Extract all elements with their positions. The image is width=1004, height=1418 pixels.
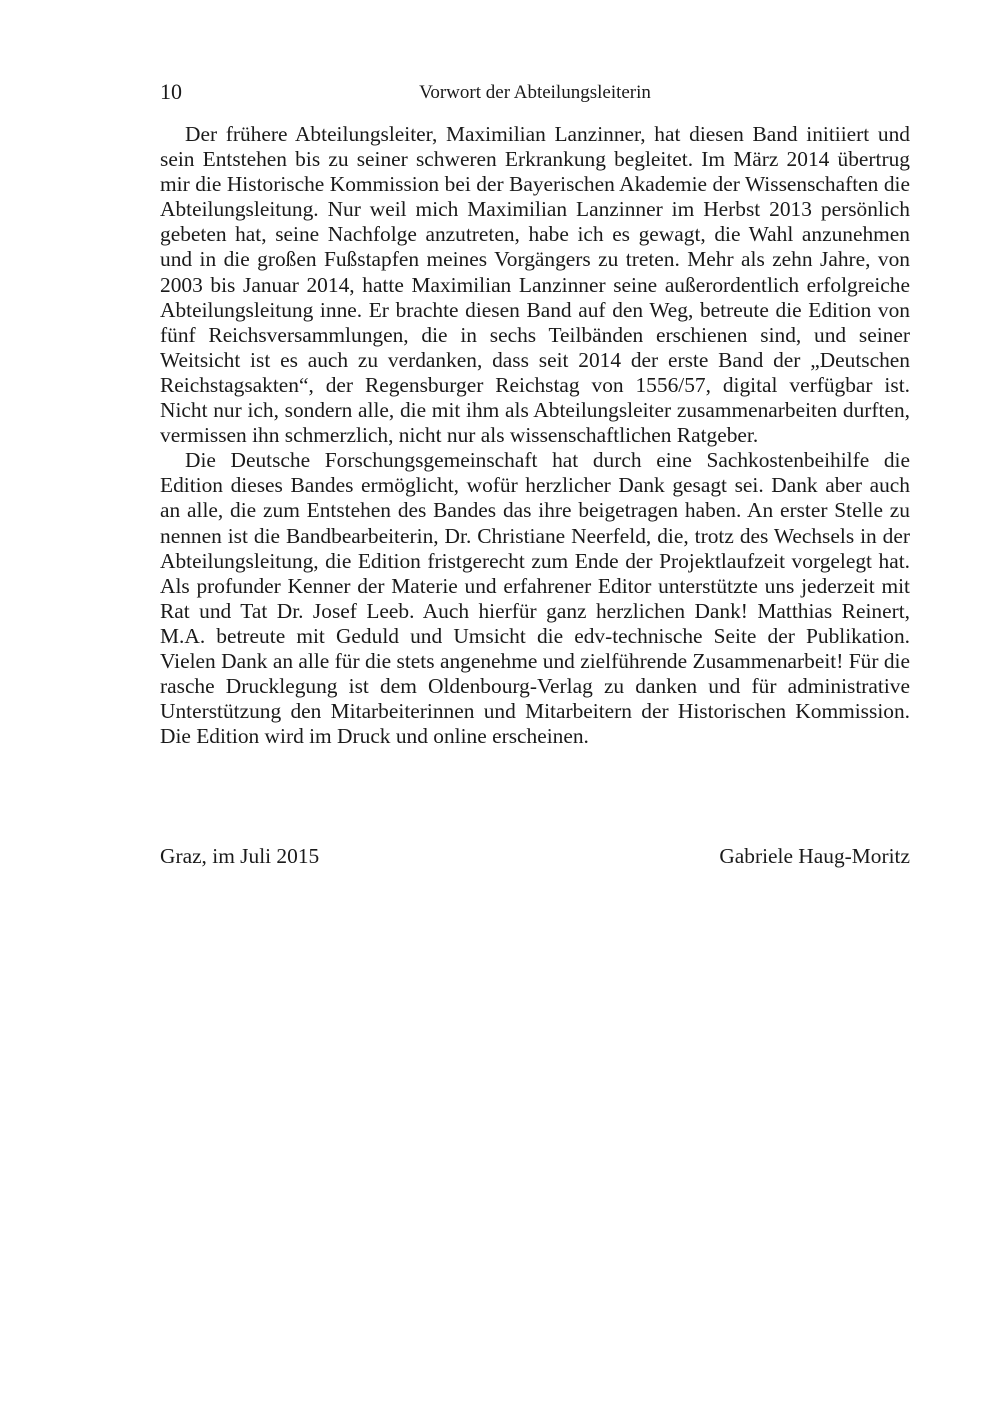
running-head xyxy=(160,78,910,106)
body-text xyxy=(160,122,910,749)
author-signature: Gabriele Haug-Moritz xyxy=(719,844,910,868)
place-date: Graz, im Juli 2015 xyxy=(160,844,320,868)
paragraph-1: Der frühere Abteilungsleiter, Maximilian Lanzinner, hat diesen Band initiiert und sein Entstehen bis zu seiner schweren Erkrankung begleitet. Im März 2014 übertrug mir die Historische Kommission bei der Bayerischen Akademie der Wissenschaften die Abteilungsleitung. Nur weil mich Maximilian Lanzinner im Herbst 2013 persönlich gebeten hat, seine Nachfolge anzutreten, habe ich es gewagt, die Wahl anzunehmen und in die großen Fußstapfen meines Vorgängers zu treten. Mehr als zehn Jahre, von 2003 bis Januar 2014, hatte Maximilian Lanzinner seine außerordentlich erfolgreiche Abteilungsleitung inne. Er brachte diesen Band auf den Weg, betreute die Edition von fünf Reichsversammlungen, die in sechs Teilbänden erschienen sind, und seiner Weitsicht ist es auch zu verdanken, dass seit 2014 der erste Band der „Deutschen Reichstagsakten“, der Regensburger Reichstag von 1556/57, digital verfügbar ist. Nicht nur ich, sondern alle, die mit ihm als Abteilungsleiter zusammenarbeiten durften, vermissen ihn schmerzlich, nicht nur als wissenschaftlichen Ratgeber. xyxy=(160,122,910,448)
closing-line xyxy=(160,842,910,872)
running-title: Vorwort der Abteilungsleiterin xyxy=(419,82,651,103)
page-number: 10 xyxy=(160,79,182,104)
paragraph-2: Die Deutsche Forschungsgemeinschaft hat durch eine Sachkostenbeihilfe die Edition dieses Bandes ermöglicht, wofür herzlicher Dank gesagt sei. Dank aber auch an alle, die zum Entstehen des Bandes das ihre beigetragen haben. An erster Stelle zu nennen ist die Bandbearbeiterin, Dr. Christiane Neerfeld, die, trotz des Wechsels in der Abteilungsleitung, die Edition fristgerecht zum Ende der Projektlaufzeit vorgelegt hat. Als profunder Kenner der Materie und erfahrener Editor unterstützte uns jederzeit mit Rat und Tat Dr. Josef Leeb. Auch hierfür ganz herzlichen Dank! Matthias Reinert, M.A. betreute mit Geduld und Umsicht die edv-technische Seite der Publikation. Vielen Dank an alle für die stets angenehme und zielführende Zusammenarbeit! Für die rasche Drucklegung ist dem Oldenbourg-Verlag zu danken und für administrative Unterstützung den Mitarbeiterinnen und Mitarbeitern der Historischen Kommission. Die Edition wird im Druck und online erscheinen. xyxy=(160,448,910,749)
